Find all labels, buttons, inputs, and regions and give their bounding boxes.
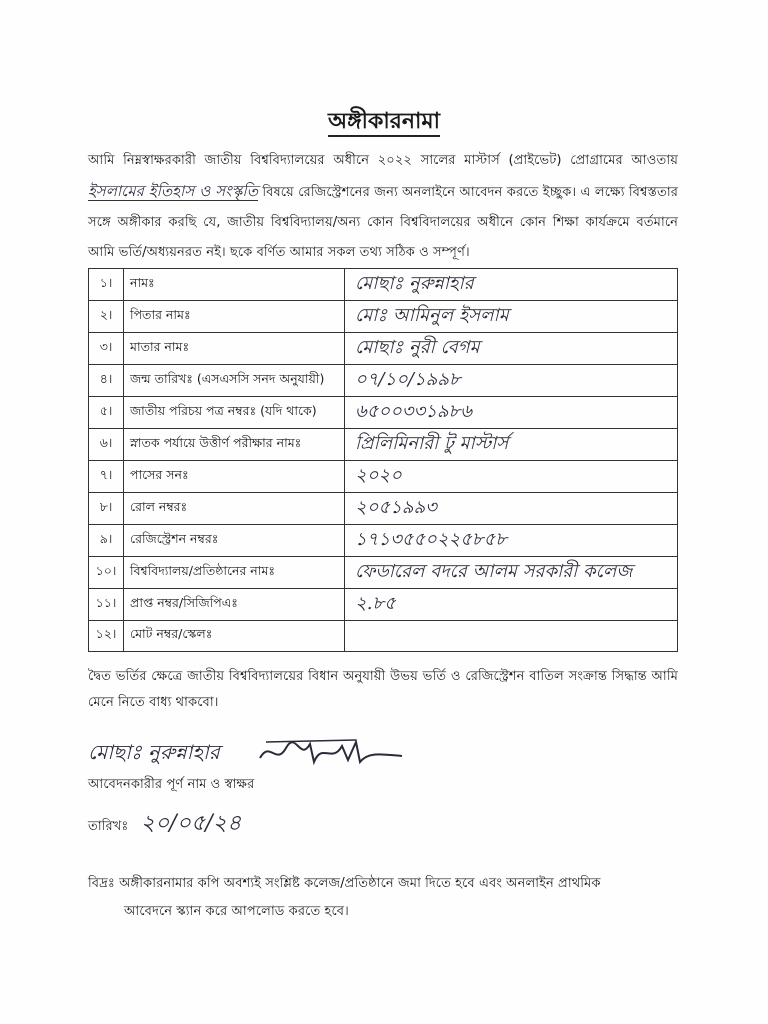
- dual-admission-note: দ্বৈত ভর্তির ক্ষেত্রে জাতীয় বিশ্ববিদ্যালয়ের বিধান অনুযায়ী উভয় ভর্তি ও রেজিস্ট্রেশন বাতিল সংক্রান্ত সিদ্ধান্ত আমি মেনে নিতে বাধ্য থাকবো।: [88, 669, 678, 710]
- row-label: মোট নম্বর/স্কেলঃ: [124, 621, 345, 652]
- table-row: [89, 525, 678, 557]
- row-value: ১৭১৩৫৫০২২৫৮৫৮: [345, 525, 678, 557]
- table-row: [89, 461, 678, 493]
- intro-text-part1: আমি নিম্নস্বাক্ষরকারী জাতীয় বিশ্ববিদ্যালয়ের অধীনে ২০২২ সালের মাস্টার্স (প্রাইভেট) প্রোগ্রামের আওতায়: [88, 153, 678, 168]
- footnote: [88, 870, 678, 926]
- row-value: [345, 621, 678, 652]
- footnote-line-1: বিদ্রঃ অঙ্গীকারনামার কপি অবশ্যই সংশ্লিষ্ট কলেজ/প্রতিষ্ঠানে জমা দিতে হবে এবং অনলাইন প্রাথমিক: [88, 876, 601, 891]
- table-row: [89, 589, 678, 621]
- date-label: তারিখঃ: [88, 819, 129, 834]
- intro-paragraph: [88, 146, 678, 268]
- row-value: মোঃ আমিনুল ইসলাম: [345, 301, 678, 333]
- row-number: ৩।: [89, 333, 124, 365]
- row-value: ৬৫০০৩৩১৯৮৬: [345, 397, 678, 429]
- row-number: ৬।: [89, 429, 124, 461]
- row-value: ২০২০: [345, 461, 678, 493]
- row-number: ৯।: [89, 525, 124, 557]
- row-label: পিতার নামঃ: [124, 301, 345, 333]
- document-title: [0, 104, 768, 141]
- row-number: ৪।: [89, 365, 124, 397]
- signature-name-handwritten: মোছাঃ নুরুন্নাহার: [88, 740, 220, 764]
- row-number: ৭।: [89, 461, 124, 493]
- row-number: ৫।: [89, 397, 124, 429]
- table-row: [89, 429, 678, 461]
- row-value: মোছাঃ নুরী বেগম: [345, 333, 678, 365]
- row-value: ০৭/১০/১৯৯৮: [345, 365, 678, 397]
- row-number: ৮।: [89, 493, 124, 525]
- date-value-handwritten: ২০/০৫/২৪: [140, 811, 242, 836]
- row-label: জাতীয় পরিচয় পত্র নম্বরঃ (যদি থাকে): [124, 397, 345, 429]
- row-number: ১১।: [89, 589, 124, 621]
- row-label: নামঃ: [124, 269, 345, 301]
- row-label: জন্ম তারিখঃ (এসএসসি সনদ অনুযায়ী): [124, 365, 345, 397]
- signature-label: আবেদনকারীর পূর্ণ নাম ও স্বাক্ষর: [88, 777, 255, 792]
- row-label: স্নাতক পর্যায়ে উত্তীর্ণ পরীক্ষার নামঃ: [124, 429, 345, 461]
- row-value: মোছাঃ নুরুন্নাহার: [345, 269, 678, 301]
- row-number: ২।: [89, 301, 124, 333]
- document-title-text: অঙ্গীকারনামা: [328, 109, 440, 137]
- row-number: ১০।: [89, 557, 124, 589]
- row-number: ১।: [89, 269, 124, 301]
- table-row: [89, 397, 678, 429]
- row-value: প্রিলিমিনারী টু মাস্টার্স: [345, 429, 678, 461]
- row-value: ২.৮৫: [345, 589, 678, 621]
- footnote-line-2: আবেদনে স্ক্যান করে আপলোড করতে হবে।: [124, 904, 349, 919]
- row-value: ফেডারেল বদরে আলম সরকারী কলেজ: [345, 557, 678, 589]
- row-value: ২০৫১৯৯৩: [345, 493, 678, 525]
- date-row: [88, 806, 241, 843]
- row-label: বিশ্ববিদ্যালয়/প্রতিষ্ঠানের নামঃ: [124, 557, 345, 589]
- signature-scribble-icon: [256, 736, 406, 770]
- table-row: [89, 333, 678, 365]
- signature-block: [88, 736, 408, 770]
- table-row: [89, 301, 678, 333]
- table-row: [89, 557, 678, 589]
- info-table: [88, 268, 678, 652]
- table-row: [89, 621, 678, 652]
- row-label: রেজিস্ট্রেশন নম্বরঃ: [124, 525, 345, 557]
- subject-handwritten: ইসলামের ইতিহাস ও সংস্কৃতি: [88, 182, 258, 200]
- row-label: পাসের সনঃ: [124, 461, 345, 493]
- row-label: প্রাপ্ত নম্বর/সিজিপিএঃ: [124, 589, 345, 621]
- table-row: [89, 269, 678, 301]
- row-number: ১২।: [89, 621, 124, 652]
- intro-text-part2: বিষয়ে রেজিস্ট্রেশনের জন্য অনলাইনে আবেদন করতে ইচ্ছুক। এ লক্ষ্যে বিশ্বস্ততার সঙ্গে অঙ্গীকার করছি যে, জাতীয় বিশ্ববিদ্যালয়/অন্য কোন বিশ্ববিদালয়ের অধীনে কোন শিক্ষা কার্যক্রমে বর্তমানে আমি ভর্তি/অধ্যয়নরত নই। ছকে বর্ণিত আমার সকল তথ্য সঠিক ও সম্পূর্ণ।: [88, 185, 678, 260]
- table-row: [89, 493, 678, 525]
- row-label: মাতার নামঃ: [124, 333, 345, 365]
- table-row: [89, 365, 678, 397]
- row-label: রোল নম্বরঃ: [124, 493, 345, 525]
